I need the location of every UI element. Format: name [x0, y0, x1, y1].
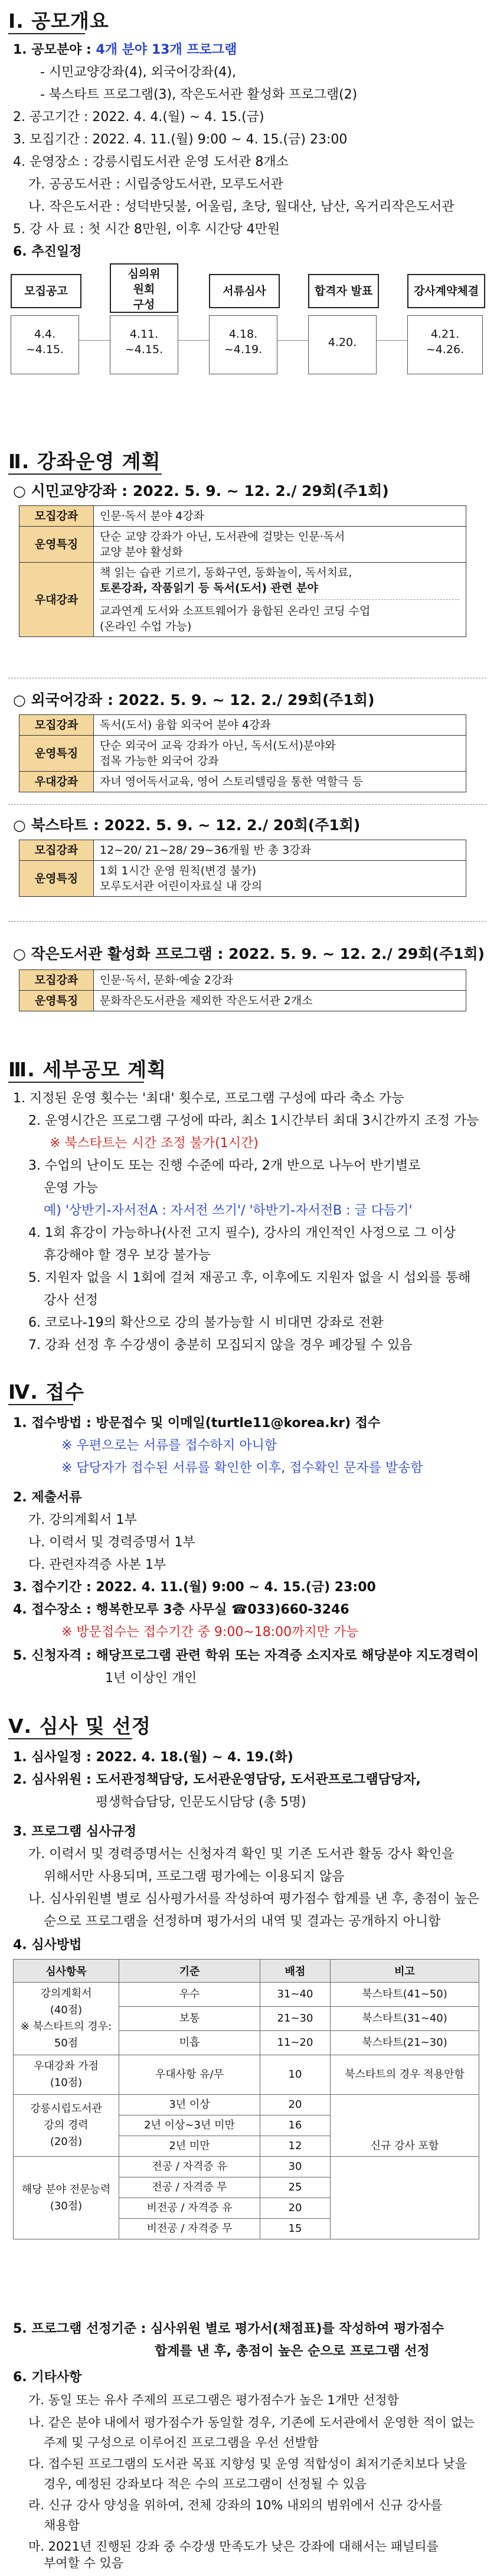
s3-line-5b: 강사 선정	[44, 1293, 99, 1308]
group-1-title: ○ 시민교양강좌 : 2022. 5. 9. ~ 12. 2./ 29회(주1회)	[13, 482, 389, 499]
section-1-underline	[8, 33, 85, 34]
group-3-row-2-line-1: 1회 1시간 운영 원칙(변경 불가)	[100, 864, 257, 877]
eval-cell: 10	[260, 2055, 331, 2095]
s4-line-2: 2. 제출서류	[13, 1490, 82, 1505]
eval-header-note: 비고	[331, 1960, 479, 1983]
group-4-row-1-label: 모집강좌	[19, 970, 94, 991]
group-1-row-3-divider	[100, 599, 460, 600]
s5-line-3-a1: 가. 이력서 및 경력증명서는 신청자격 확인 및 기존 도서관 활동 강사 확인을	[28, 1847, 455, 1862]
eval-cell: 전공 / 자격증 유	[119, 2157, 260, 2177]
section-2-title: Ⅱ. 강좌운영 계획	[8, 450, 161, 473]
eval-cell: 전공 / 자격증 무	[119, 2177, 260, 2198]
eval-cell: 31~40	[260, 1983, 331, 2007]
group-1-row-1	[19, 506, 466, 527]
s5-line-5b: 합계를 낸 후, 총점이 높은 순으로 프로그램 선정	[155, 2344, 430, 2359]
s3-line-2: 2. 운영시간은 프로그램 구성에 따라, 최소 1시간부터 최대 3시간까지 조정 가능	[28, 1114, 479, 1128]
s5-line-6-e1: 마. 2021년 진행된 강좌 중 수강생 만족도가 낮은 강좌에 대해서는 패널티를	[28, 2539, 439, 2554]
eval-row-4-1	[14, 2157, 479, 2177]
item-6: 6. 추진일정	[13, 244, 82, 259]
group-2-row-1	[19, 715, 466, 736]
group-4-row-1	[19, 970, 466, 991]
s5-line-6-d2: 채용함	[44, 2518, 80, 2532]
group-3-title: ○ 북스타트 : 2022. 5. 9. ~ 12. 2./ 20회(주1회)	[13, 817, 361, 834]
eval-cell: 21~30	[260, 2007, 331, 2031]
eval-header-score: 배점	[260, 1960, 331, 1983]
eval-cat-4: 해당 분야 전문능력 (30점)	[14, 2157, 119, 2239]
group-2-row-3	[19, 772, 466, 792]
schedule-step-1-start: 4.4.	[34, 328, 56, 341]
group-4-row-1-value: 인문·독서, 문화·예술 2강좌	[94, 970, 466, 991]
group-4-row-2	[19, 991, 466, 1011]
schedule-step-1-head: 모집공고	[11, 274, 81, 308]
s4-line-4-note: ※ 방문접수는 접수기간 중 9:00~18:00까지만 가능	[61, 1625, 359, 1640]
eval-cell: 북스타트의 경우 적용안함	[331, 2055, 479, 2095]
section-4-underline	[8, 1404, 73, 1405]
schedule-step-5-head: 강사계약체결	[407, 274, 485, 308]
group-1-row-3-line-3: 교과연계 도서와 소프트웨어가 융합된 온라인 코딩 수업	[100, 605, 371, 618]
item-1-value: 4개 분야 13개 프로그램	[96, 43, 237, 57]
item-4-b: 나. 작은도서관 : 성덕반딧불, 어울림, 초당, 월대산, 남산, 옥거리작은도서관	[28, 200, 455, 214]
group-3-row-2-line-2: 모루도서관 어린이자료실 내 강의	[100, 880, 263, 893]
group-4-table	[19, 969, 466, 1011]
eval-row-1-1	[14, 1983, 479, 2007]
s5-line-4: 4. 심사방법	[13, 1938, 82, 1953]
item-4: 4. 운영장소 : 강릉시립도서관 운영 도서관 8개소	[13, 155, 289, 169]
s4-line-1-note-1: ※ 우편으로는 서류를 접수하지 아니함	[61, 1438, 277, 1453]
group-3-row-2-value	[94, 861, 466, 897]
eval-cell: 우대사항 유/무	[119, 2055, 260, 2095]
s3-line-1: 1. 지정된 운영 횟수는 '최대' 횟수로, 프로그램 구성에 따라 축소 가능	[13, 1091, 404, 1106]
eval-cell: 20	[260, 2095, 331, 2115]
s5-line-3: 3. 프로그램 심사규정	[13, 1824, 136, 1839]
s3-line-4b: 휴강해야 할 경우 보강 불가능	[44, 1248, 211, 1263]
s3-line-6: 6. 코로나-19의 확산으로 강의 불가능할 시 비대면 강좌로 전환	[28, 1315, 384, 1330]
item-2: 2. 공고기간 : 2022. 4. 4.(월) ~ 4. 15.(금)	[13, 110, 264, 125]
eval-cell: 2년 미만	[119, 2136, 260, 2157]
s5-line-6-b1: 나. 같은 분야 내에서 평가점수가 동일할 경우, 기존에 도서관에서 운영한 적이 없는	[28, 2415, 475, 2430]
schedule-step-3-end: ~4.19.	[224, 343, 263, 356]
group-1-row-3-label: 우대강좌	[19, 563, 94, 637]
eval-cat-1: 강의계획서 (40점) ※ 북스타트의 경우: 50점	[14, 1983, 119, 2055]
group-2-row-3-label: 우대강좌	[19, 772, 94, 792]
eval-header-criteria: 기준	[119, 1960, 260, 1983]
s5-line-2b: 평생학습담당, 인문도시담당 (총 5명)	[96, 1795, 306, 1810]
eval-header-item: 심사항목	[14, 1960, 119, 1983]
eval-cat-2: 우대강좌 가점 (10점)	[14, 2055, 119, 2095]
s5-line-6: 6. 기타사항	[13, 2370, 82, 2385]
eval-cell: 11~20	[260, 2031, 331, 2055]
item-1-label: 1. 공모분야 :	[13, 43, 96, 57]
group-1-row-2-value	[94, 527, 466, 563]
group-3-row-1	[19, 840, 466, 861]
evaluation-table	[13, 1959, 479, 2239]
schedule-step-5-start: 4.21.	[430, 328, 460, 341]
eval-cell: 15	[260, 2219, 331, 2239]
schedule-step-5-end: ~4.26.	[426, 343, 465, 356]
schedule-step-2-start: 4.11.	[129, 328, 159, 341]
s4-line-2-c: 다. 관련자격증 사본 1부	[28, 1558, 166, 1572]
group-2-row-2-value	[94, 736, 466, 772]
group-1-row-3-line-1: 책 읽는 습관 기르기, 동화구연, 동화놀이, 독서치료,	[100, 566, 352, 579]
group-2-row-2	[19, 736, 466, 772]
group-2-row-1-value: 독서(도서) 융합 외국어 분야 4강좌	[94, 715, 466, 736]
s5-line-3-b2: 순으로 프로그램을 선정하며 평가서의 내역 및 결과는 공개하지 아니함	[44, 1914, 441, 1929]
eval-cell: 비전공 / 자격증 유	[119, 2198, 260, 2219]
group-2-row-3-value: 자녀 영어독서교육, 영어 스토리텔링을 통한 역할극 등	[94, 772, 466, 792]
group-4-title: ○ 작은도서관 활성화 프로그램 : 2022. 5. 9. ~ 12. 2./ 29회(주1회)	[13, 945, 485, 962]
group-1-table	[19, 505, 466, 637]
group-2-row-2-line-1: 단순 외국어 교육 강좌가 아닌, 독서(도서)분야와	[100, 739, 336, 752]
group-separator-2	[8, 804, 486, 805]
group-1-row-2-label: 운영특징	[19, 527, 94, 563]
schedule-step-3-head: 서류심사	[209, 274, 280, 308]
group-3-table	[19, 840, 466, 897]
s3-line-7: 7. 강좌 선정 후 수강생이 충분히 모집되지 않을 경우 폐강될 수 있음	[28, 1338, 413, 1353]
s4-line-1: 1. 접수방법 : 방문접수 및 이메일(turtle11@korea.kr) 접수	[13, 1416, 381, 1431]
schedule-step-2-end: ~4.15.	[125, 343, 164, 356]
eval-cell: 비전공 / 자격증 무	[119, 2219, 260, 2239]
section-3-underline	[8, 1082, 144, 1083]
eval-row-3-1	[14, 2095, 479, 2115]
s3-line-5a: 5. 지원자 없을 시 1회에 걸쳐 재공고 후, 이후에도 지원자 없을 시 섭외를 통해	[28, 1271, 471, 1285]
section-1-title: Ⅰ. 공모개요	[8, 9, 109, 32]
group-3-row-1-label: 모집강좌	[19, 840, 94, 861]
s3-line-3a: 3. 수업의 난이도 또는 진행 수준에 따라, 2개 반으로 나누어 반기별로	[28, 1158, 421, 1173]
schedule-step-2-body	[110, 315, 178, 374]
schedule-step-1-end: ~4.15.	[25, 343, 64, 356]
s4-line-4: 4. 접수장소 : 행복한모루 3층 사무실 ☎033)660-3246	[13, 1602, 349, 1617]
s5-line-6-c1: 다. 접수된 프로그램의 도서관 목표 지향성 및 운영 적합성이 최저기준치보다 낮을	[28, 2457, 467, 2471]
section-5-underline	[8, 1738, 132, 1739]
eval-cell: 20	[260, 2198, 331, 2219]
schedule-step-5-body	[407, 315, 483, 374]
item-4-a: 가. 공공도서관 : 시립중앙도서관, 모루도서관	[28, 177, 283, 192]
eval-header-row	[14, 1960, 479, 1983]
group-4-row-2-label: 운영특징	[19, 991, 94, 1011]
group-2-row-2-line-2: 접목 가능한 외국어 강좌	[100, 755, 219, 768]
s3-line-4a: 4. 1회 휴강이 가능하나(사전 고지 필수), 강사의 개인적인 사정으로 그 이상	[28, 1226, 456, 1240]
eval-cell: 미흡	[119, 2031, 260, 2055]
group-separator-3	[8, 921, 486, 922]
item-5: 5. 강 사 료 : 첫 시간 8만원, 이후 시간당 4만원	[13, 222, 280, 237]
schedule-step-2-head: 심의위 원회 구성	[110, 263, 178, 313]
s4-line-3: 3. 접수기간 : 2022. 4. 11.(월) 9:00 ~ 4. 15.(금) 23:00	[13, 1580, 376, 1595]
group-2-table	[19, 714, 466, 792]
s3-line-3-example: 예) '상반기-자서전A : 자서전 쓰기'/ '하반기-자서전B : 글 다듬기'	[44, 1203, 413, 1218]
group-3-row-1-value: 12~20/ 21~28/ 29~36개월 반 총 3강좌	[94, 840, 466, 861]
s3-line-3b: 운영 가능	[44, 1181, 99, 1196]
s5-line-3-b1: 나. 심사위원별 별로 심사평가서를 작성하여 평가점수 합계를 낸 후, 총점이 높은	[28, 1892, 479, 1906]
item-3: 3. 모집기간 : 2022. 4. 11.(월) 9:00 ~ 4. 15.(금) 23:00	[13, 132, 348, 147]
item-1-line	[13, 41, 237, 59]
s5-line-5a: 5. 프로그램 선정기준 : 심사위원 별로 평가서(채점표)를 작성하여 평가점수	[13, 2322, 444, 2336]
group-1-row-2-line-2: 교양 분야 활성화	[100, 546, 183, 559]
eval-cell: 16	[260, 2115, 331, 2136]
s5-line-6-b2: 주제 및 구성으로 이루어진 프로그램을 우선 선발함	[44, 2435, 319, 2450]
eval-cell: 우수	[119, 1983, 260, 2007]
eval-cell: 12	[260, 2136, 331, 2157]
group-4-row-2-value: 문화작은도서관을 제외한 작은도서관 2개소	[94, 991, 466, 1011]
s5-line-3-a2: 위해서만 사용되며, 프로그램 평가에는 이용되지 않음	[44, 1869, 345, 1884]
group-2-row-1-label: 모집강좌	[19, 715, 94, 736]
group-1-row-3-line-4: (온라인 수업 가능)	[100, 620, 192, 633]
eval-cell: 3년 이상	[119, 2095, 260, 2115]
eval-cell: 북스타트(31~40)	[331, 2007, 479, 2031]
eval-cat-3: 강릉시립도서관 강의 경력 (20점)	[14, 2095, 119, 2157]
group-2-row-2-label: 운영특징	[19, 736, 94, 772]
eval-cell: 30	[260, 2157, 331, 2177]
s4-line-2-b: 나. 이력서 및 경력증명서 1부	[28, 1535, 195, 1550]
group-2-title: ○ 외국어강좌 : 2022. 5. 9. ~ 12. 2./ 29회(주1회)	[13, 691, 375, 709]
group-1-row-2	[19, 527, 466, 563]
s5-line-6-a: 가. 동일 또는 유사 주제의 프로그램은 평가점수가 높은 1개만 선정함	[28, 2393, 399, 2407]
schedule-step-4-date: 4.20.	[328, 336, 357, 349]
group-3-row-2-label: 운영특징	[19, 861, 94, 897]
eval-cell: 북스타트(41~50)	[331, 1983, 479, 2007]
s4-line-1-note-2: ※ 담당자가 접수된 서류를 확인한 이후, 접수확인 문자를 발송함	[61, 1461, 423, 1475]
eval-cell: 2년 이상~3년 미만	[119, 2115, 260, 2136]
group-1-row-2-line-1: 단순 교양 강좌가 아닌, 도서관에 걸맞는 인문·독서	[100, 530, 345, 543]
section-4-title: Ⅳ. 접수	[8, 1380, 85, 1403]
section-3-title: Ⅲ. 세부공모 계획	[8, 1058, 166, 1081]
group-1-row-3-line-2: 토론강좌, 작품읽기 등 독서(도서) 관련 분야	[100, 582, 318, 595]
s5-line-6-d1: 라. 신규 강사 양성을 위하여, 전체 강좌의 10% 내외의 범위에서 신규 강사를	[28, 2498, 443, 2512]
group-1-row-1-value: 인문·독서 분야 4강좌	[94, 506, 466, 527]
group-1-row-1-label: 모집강좌	[19, 506, 94, 527]
eval-row-2	[14, 2055, 479, 2095]
eval-cat-4-note	[331, 2157, 479, 2239]
s3-line-2-note: ※ 북스타트는 시간 조정 불가(1시간)	[50, 1136, 259, 1151]
s4-line-5a: 5. 신청자격 : 해당프로그램 관련 학위 또는 자격증 소지자로 해당분야 지도경력이	[13, 1648, 479, 1663]
item-1-sub1: - 시민교양강좌(4), 외국어강좌(4),	[40, 65, 237, 80]
s5-line-6-e2: 부여할 수 있음	[44, 2556, 124, 2570]
schedule-step-1-body	[11, 315, 79, 374]
s4-line-5b: 1년 이상인 개인	[105, 1671, 197, 1686]
section-2-underline	[8, 474, 162, 475]
schedule-step-3-start: 4.18.	[228, 328, 258, 341]
group-1-row-3	[19, 563, 466, 637]
eval-cell: 보통	[119, 2007, 260, 2031]
schedule-step-4-head: 합격자 발표	[308, 274, 379, 308]
s5-line-1: 1. 심사일정 : 2022. 4. 18.(월) ~ 4. 19.(화)	[13, 1750, 293, 1765]
s5-line-2a: 2. 심사위원 : 도서관정책담당, 도서관운영담당, 도서관프로그램담당자,	[13, 1772, 421, 1787]
s4-line-2-a: 가. 강의계획서 1부	[28, 1513, 137, 1527]
group-3-row-2	[19, 861, 466, 897]
eval-cat-3-note: 신규 강사 포함	[331, 2095, 479, 2157]
schedule-step-3-body	[209, 315, 277, 374]
schedule-step-4-body	[308, 315, 377, 374]
s5-line-6-c2: 경우, 예정된 강좌보다 적은 수의 프로그램이 선정될 수 있음	[44, 2477, 367, 2491]
group-1-row-3-value	[94, 563, 466, 637]
eval-cell: 25	[260, 2177, 331, 2198]
eval-cell: 북스타트(21~30)	[331, 2031, 479, 2055]
section-5-title: Ⅴ. 심사 및 선정	[8, 1715, 151, 1738]
item-1-sub2: - 북스타트 프로그램(3), 작은도서관 활성화 프로그램(2)	[40, 87, 358, 102]
